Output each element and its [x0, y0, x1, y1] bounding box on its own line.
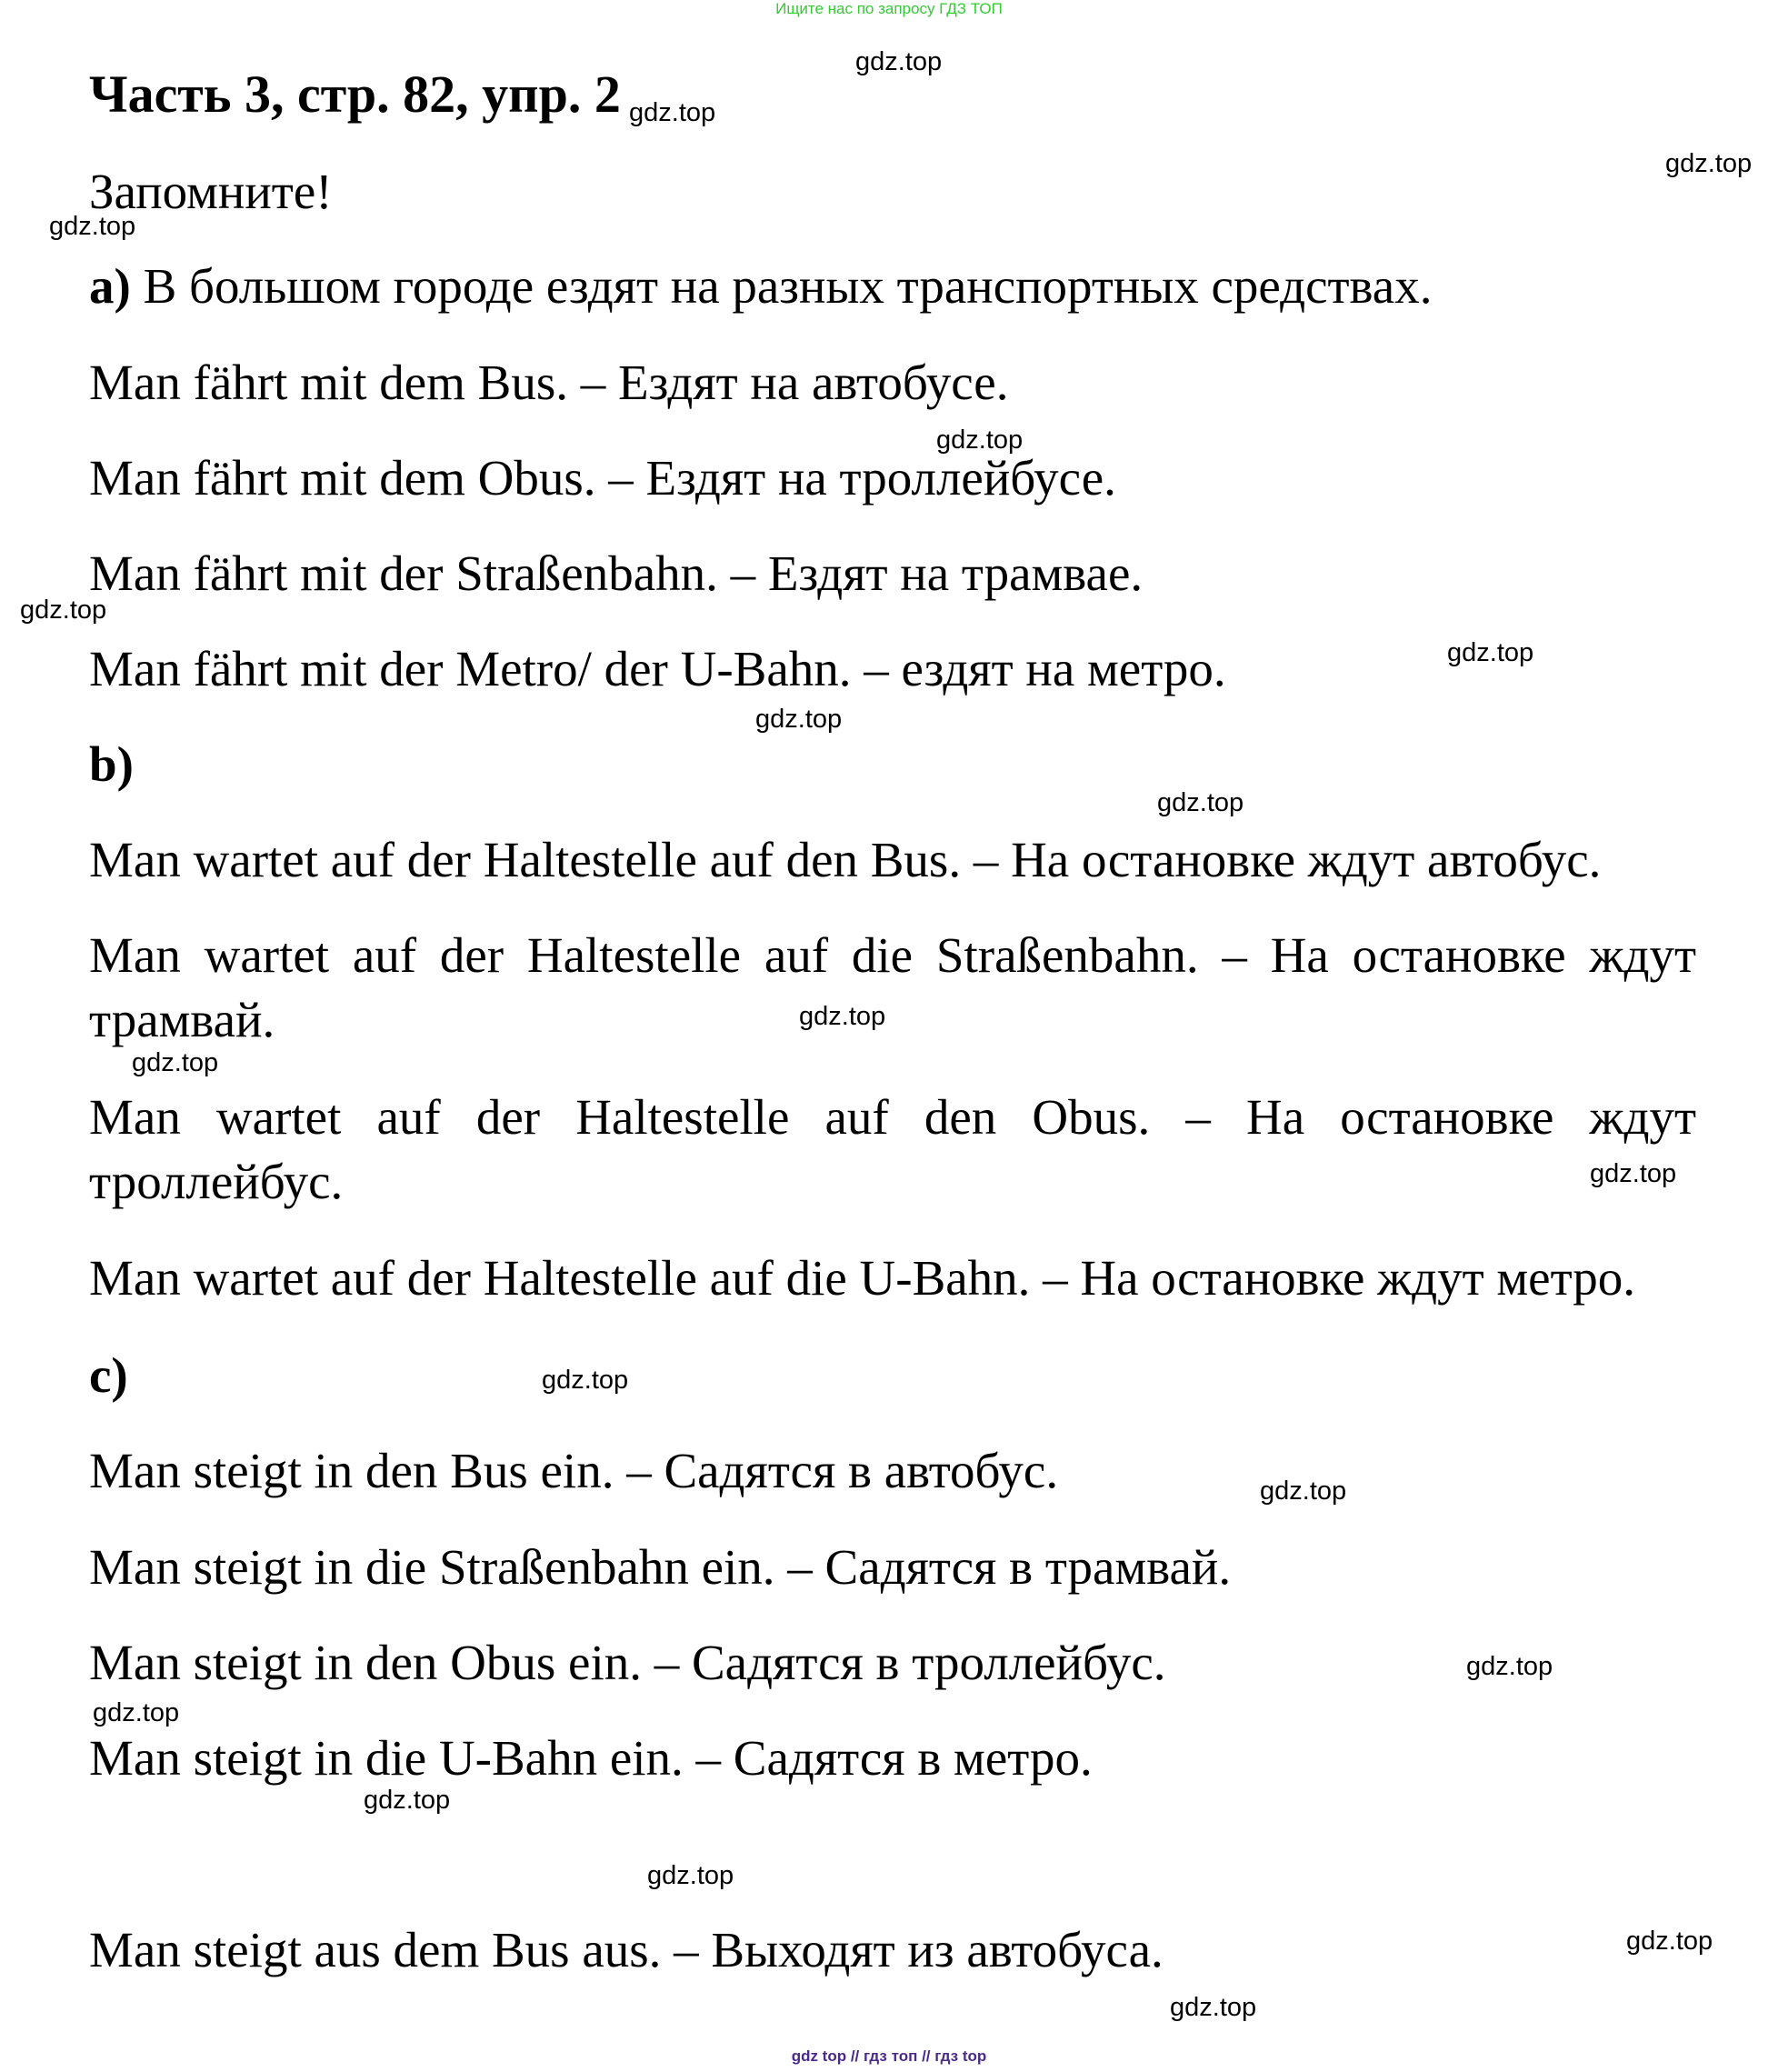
section-c-label	[89, 1347, 128, 1403]
section-c-label-text: c)	[89, 1347, 128, 1403]
watermark: gdz.top	[49, 212, 136, 241]
watermark: gdz.top	[93, 1698, 180, 1727]
section-b-label	[89, 736, 134, 792]
watermark: gdz.top	[132, 1048, 219, 1077]
watermark: gdz.top	[1157, 788, 1244, 817]
section-b-line: Man wartet auf der Haltestelle auf die U-Bahn. – На остановке ждут метро.	[89, 1250, 1636, 1306]
section-a-intro-text: В большом городе ездят на разных транспортных средствах.	[130, 258, 1433, 314]
section-c-line: Man steigt in den Bus ein. – Садятся в автобус.	[89, 1443, 1059, 1498]
page-title: Часть 3, стр. 82, упр. 2	[89, 65, 621, 124]
section-a-intro	[89, 258, 1433, 314]
watermark: gdz.top	[1665, 149, 1753, 178]
section-b-line: трамвай.	[89, 992, 275, 1047]
watermark: gdz.top	[755, 705, 843, 734]
section-a-line: Man fährt mit der Metro/ der U-Bahn. – ездят на метро.	[89, 641, 1226, 696]
search-banner: Ищите нас по запросу ГДЗ ТОП	[775, 0, 1003, 17]
section-a-line: Man fährt mit dem Obus. – Ездят на троллейбусе.	[89, 450, 1116, 505]
watermark: gdz.top	[1447, 638, 1534, 667]
section-a-label: а)	[89, 258, 131, 314]
section-b-line: Man wartet auf der Haltestelle auf den Obus. – На остановке ждут	[89, 1089, 1696, 1145]
footer-banner: gdz top // гдз топ // гдз top	[791, 2047, 987, 2065]
watermark: gdz.top	[364, 1786, 451, 1815]
section-c-line: Man steigt in die U-Bahn ein. – Садятся в метро.	[89, 1730, 1093, 1786]
section-a-line: Man fährt mit dem Bus. – Ездят на автобусе.	[89, 355, 1009, 410]
section-c-line: Man steigt in die Straßenbahn ein. – Садятся в трамвай.	[89, 1539, 1232, 1595]
section-b-line: Man wartet auf der Haltestelle auf den Bus. – На остановке ждут автобус.	[89, 832, 1602, 887]
watermark: gdz.top	[1170, 1993, 1257, 2022]
watermark: gdz.top	[1590, 1159, 1677, 1188]
section-b-line: Man wartet auf der Haltestelle auf die Straßenbahn. – На остановке ждут	[89, 927, 1696, 983]
watermark: gdz.top	[1626, 1927, 1713, 1956]
section-b-label-text: b)	[89, 736, 134, 792]
watermark: gdz.top	[542, 1366, 629, 1395]
watermark: gdz.top	[799, 1002, 886, 1031]
section-b-line: троллейбус.	[89, 1154, 344, 1209]
section-a-line: Man fährt mit der Straßenbahn. – Ездят на трамвае.	[89, 546, 1144, 601]
section-c-line: Man steigt in den Obus ein. – Садятся в троллейбус.	[89, 1635, 1166, 1690]
watermark: gdz.top	[1260, 1476, 1347, 1506]
watermark: gdz.top	[629, 98, 716, 127]
watermark: gdz.top	[1466, 1652, 1553, 1681]
remember-heading: Запомните!	[89, 164, 333, 219]
watermark: gdz.top	[936, 425, 1024, 455]
section-c-line: Man steigt aus dem Bus aus. – Выходят из автобуса.	[89, 1922, 1164, 1977]
watermark: gdz.top	[20, 596, 107, 625]
watermark: gdz.top	[855, 47, 943, 76]
watermark: gdz.top	[647, 1861, 734, 1890]
